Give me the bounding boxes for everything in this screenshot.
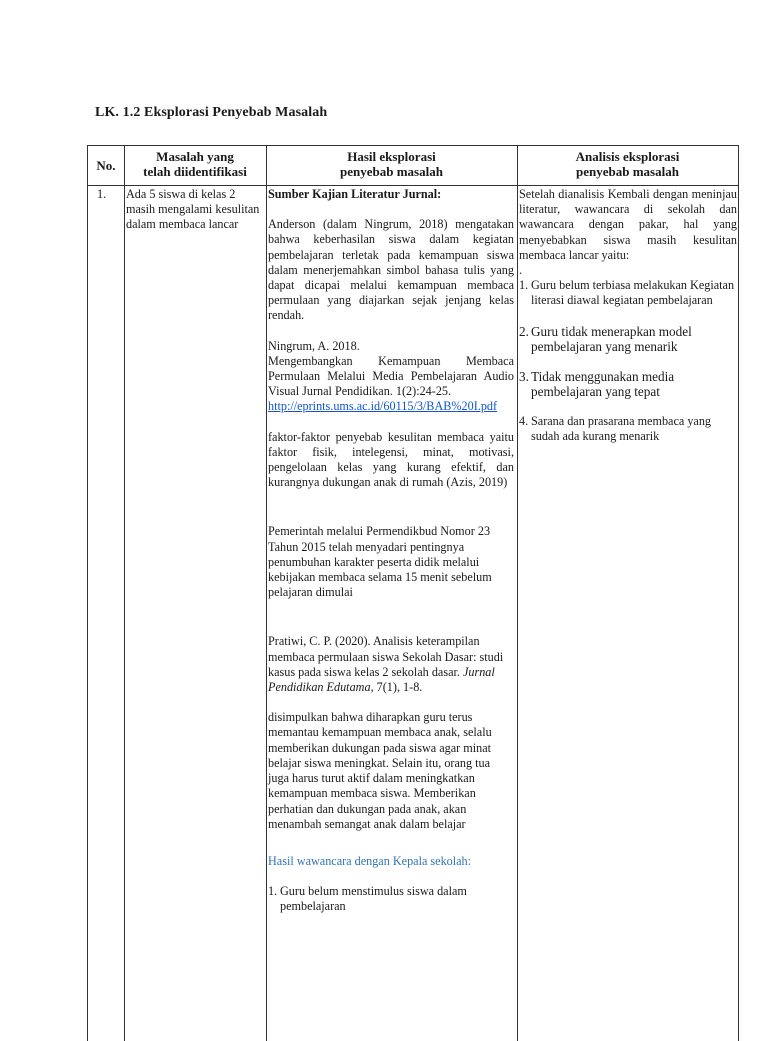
literature-heading: Sumber Kajian Literatur Jurnal: [268, 187, 442, 201]
reference-pratiwi [268, 634, 514, 695]
analysis-dot: . [519, 263, 523, 278]
analysis-list-item [519, 278, 737, 308]
literature-paragraph-anderson: Anderson (dalam Ningrum, 2018) mengatakan bahwa keberhasilan siswa dalam kegiatan pembelajaran terletak pada kemampuan siswa dalam menerjemahkan simbol bahasa tulis yang dapat dicapai melalui kemampuan membaca permulaan yang diajarkan sejak jenjang kelas rendah. [268, 217, 514, 323]
header-hasil-line2: penyebab masalah [340, 164, 443, 179]
header-analisis-line1: Analisis eksplorasi [575, 149, 680, 164]
header-masalah-line2: telah diidentifikasi [143, 164, 247, 179]
header-masalah-line1: Masalah yang [156, 149, 234, 164]
analysis-list-item [519, 414, 737, 444]
analysis-item-text: Guru tidak menerapkan model pembelajaran yang menarik [531, 323, 692, 355]
header-hasil [266, 149, 517, 179]
header-analisis-line2: penyebab masalah [576, 164, 679, 179]
header-hasil-line1: Hasil eksplorasi [347, 149, 436, 164]
column-divider [124, 146, 125, 1041]
row1-analisis [519, 187, 737, 444]
header-divider [88, 185, 739, 186]
analysis-item-number: 3. [519, 368, 529, 384]
analysis-item-number: 4. [519, 413, 529, 428]
analysis-list-item [519, 369, 737, 400]
table-right-border [738, 146, 739, 1041]
interview-item-text: Guru belum menstimulus siswa dalam pembelajaran [280, 884, 467, 914]
analysis-intro: Setelah dianalisis Kembali dengan meninjau literatur, wawancara di sekolah dan wawancara dengan pakar, hal yang menyebabkan siswa masih kesulitan membaca lancar yaitu: [519, 187, 737, 262]
reference-pratiwi-pages: , 7(1), 1-8. [370, 680, 423, 695]
interview-item-number: 1. [268, 884, 278, 899]
header-analisis [517, 149, 738, 179]
interview-list-item [268, 884, 514, 914]
row1-hasil [268, 187, 514, 915]
reference-pratiwi-text: Pratiwi, C. P. (2020). Analisis keterampilan membaca permulaan siswa Sekolah Dasar: studi kasus pada siswa kelas 2 sekolah dasar. [268, 634, 504, 679]
column-divider [517, 146, 518, 1041]
reference-ningrum-detail: Mengembangkan Kemampuan Membaca Permulaan Melalui Media Pembelajaran Audio Visual Jurnal Pendidikan. 1(2):24-25. [268, 353, 514, 399]
interview-heading: Hasil wawancara dengan Kepala sekolah: [268, 853, 472, 868]
reference-ningrum-author: Ningrum, A. 2018. [268, 338, 360, 353]
literature-conclusion: disimpulkan bahwa diharapkan guru terus memantau kemampuan membaca anak, selalu memberikan dukungan pada siswa agar minat belajar siswa meningkat. Selain itu, orang tua juga harus turut aktif dalam meningkatkan kemampuan membaca siswa. Memberikan perhatian dan dukungan pada anak, akan menambah semangat anak dalam belajar [268, 710, 492, 831]
header-masalah [124, 149, 266, 179]
exploration-table [87, 145, 739, 1041]
analysis-list-item [519, 324, 737, 355]
analysis-item-text: Guru belum terbiasa melakukan Kegiatan literasi diawal kegiatan pembelajaran [531, 278, 735, 308]
analysis-item-text: Tidak menggunakan media pembelajaran yang tepat [531, 368, 675, 400]
literature-paragraph-factors: faktor-faktor penyebab kesulitan membaca yaitu faktor fisik, intelegensi, minat, motivasi, pengelolaan kelas yang kurang efektif, dan kurangnya dukungan anak di rumah (Azis, 2019) [268, 429, 514, 490]
analysis-item-number: 2. [519, 323, 529, 339]
reference-pratiwi-journal: Jurnal Pendidikan Edutama [268, 664, 495, 695]
reference-ningrum-link[interactable]: http://eprints.ums.ac.id/60115/3/BAB%20I.pdf [268, 399, 498, 414]
masalah-text: Ada 5 siswa di kelas 2 masih mengalami kesulitan dalam membaca lancar [126, 187, 260, 232]
analysis-item-text: Sarana dan prasarana membaca yang sudah ada kurang menarik [531, 413, 712, 443]
row1-masalah [126, 187, 260, 233]
row1-number: 1. [97, 187, 107, 201]
literature-paragraph-permendikbud: Pemerintah melalui Permendikbud Nomor 23 Tahun 2015 telah menyadari pentingnya penumbuhan karakter peserta didik melalui kebijakan membaca selama 15 menit sebelum pelajaran dimulai [268, 524, 492, 600]
analysis-item-number: 1. [519, 278, 529, 293]
header-no-label: No. [96, 158, 116, 173]
page-title: LK. 1.2 Eksplorasi Penyebab Masalah [95, 105, 328, 120]
column-divider [266, 146, 267, 1041]
header-no [88, 158, 124, 173]
